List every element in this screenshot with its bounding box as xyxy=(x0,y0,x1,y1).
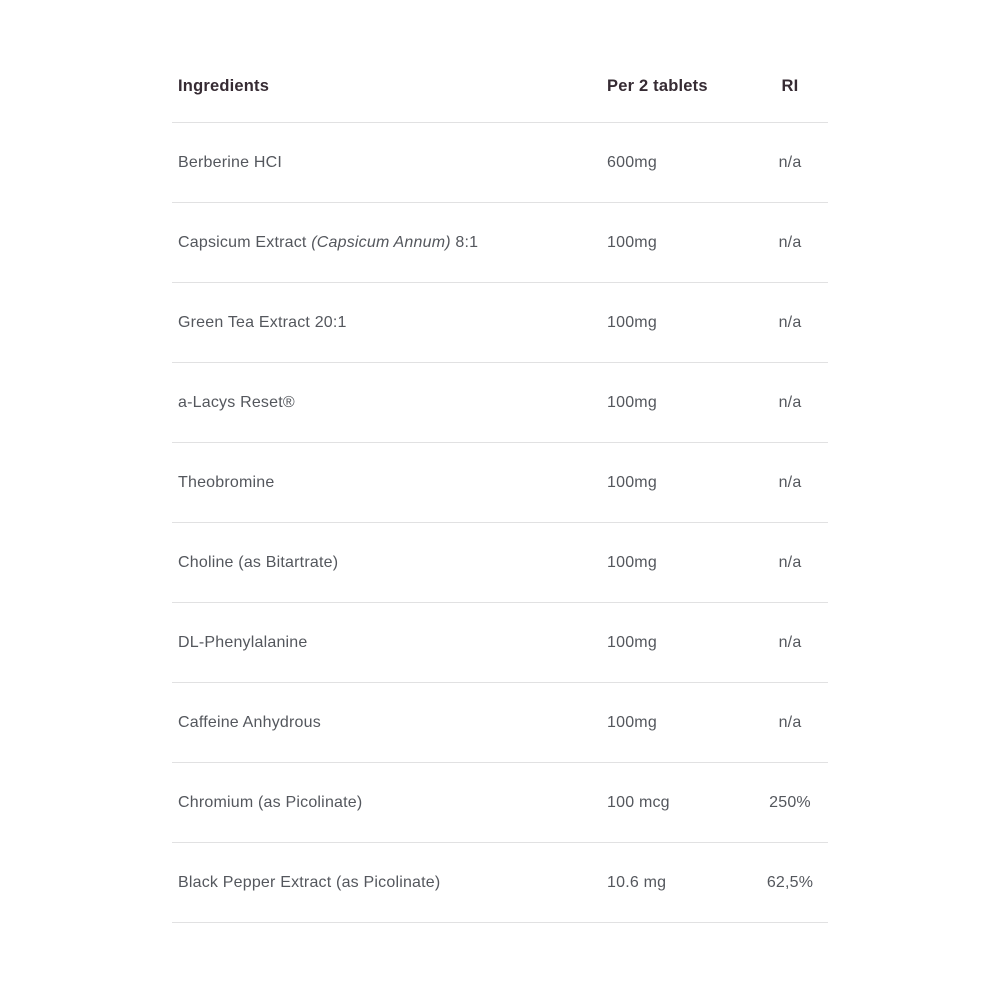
ri-cell: n/a xyxy=(778,153,802,171)
ingredient-cell: Chromium (as Picolinate) xyxy=(178,793,363,811)
amount-cell: 100mg xyxy=(607,313,657,331)
ri-cell: n/a xyxy=(778,713,802,731)
amount-cell: 100 mcg xyxy=(607,793,670,811)
amount-cell: 600mg xyxy=(607,153,657,171)
amount-cell: 100mg xyxy=(607,713,657,731)
table-row xyxy=(172,363,828,443)
amount-cell: 100mg xyxy=(607,473,657,491)
table-row xyxy=(172,763,828,843)
ingredients-table-body xyxy=(172,123,828,923)
table-row xyxy=(172,843,828,923)
ingredients-table xyxy=(172,50,828,923)
table-row xyxy=(172,203,828,283)
amount-cell: 100mg xyxy=(607,233,657,251)
column-header-per-2-tablets: Per 2 tablets xyxy=(607,76,708,95)
table-row xyxy=(172,683,828,763)
ingredient-cell: Choline (as Bitartrate) xyxy=(178,553,339,571)
amount-cell: 10.6 mg xyxy=(607,873,667,891)
table-row xyxy=(172,443,828,523)
table-row xyxy=(172,603,828,683)
ri-cell: n/a xyxy=(778,553,802,571)
ingredient-cell: Black Pepper Extract (as Picolinate) xyxy=(178,873,441,891)
ri-cell: 250% xyxy=(769,793,811,811)
ingredient-cell: Caffeine Anhydrous xyxy=(178,713,321,731)
amount-cell: 100mg xyxy=(607,633,657,651)
ingredient-cell: a-Lacys Reset® xyxy=(178,393,295,411)
amount-cell: 100mg xyxy=(607,553,657,571)
table-row xyxy=(172,283,828,363)
amount-cell: 100mg xyxy=(607,393,657,411)
ri-cell: n/a xyxy=(778,233,802,251)
ingredient-cell: Capsicum Extract (Capsicum Annum) 8:1 xyxy=(178,233,479,251)
ingredient-cell: Green Tea Extract 20:1 xyxy=(178,313,347,331)
ri-cell: n/a xyxy=(778,393,802,411)
ri-cell: 62,5% xyxy=(766,873,814,891)
ingredient-cell: Berberine HCI xyxy=(178,153,282,171)
ri-cell: n/a xyxy=(778,473,802,491)
ri-cell: n/a xyxy=(778,313,802,331)
column-header-ingredients: Ingredients xyxy=(178,76,270,95)
table-header-row xyxy=(172,50,828,123)
table-row xyxy=(172,123,828,203)
ri-cell: n/a xyxy=(778,633,802,651)
ingredient-cell: DL-Phenylalanine xyxy=(178,633,308,651)
ingredient-cell: Theobromine xyxy=(178,473,275,491)
column-header-ri: RI xyxy=(781,76,799,95)
table-row xyxy=(172,523,828,603)
